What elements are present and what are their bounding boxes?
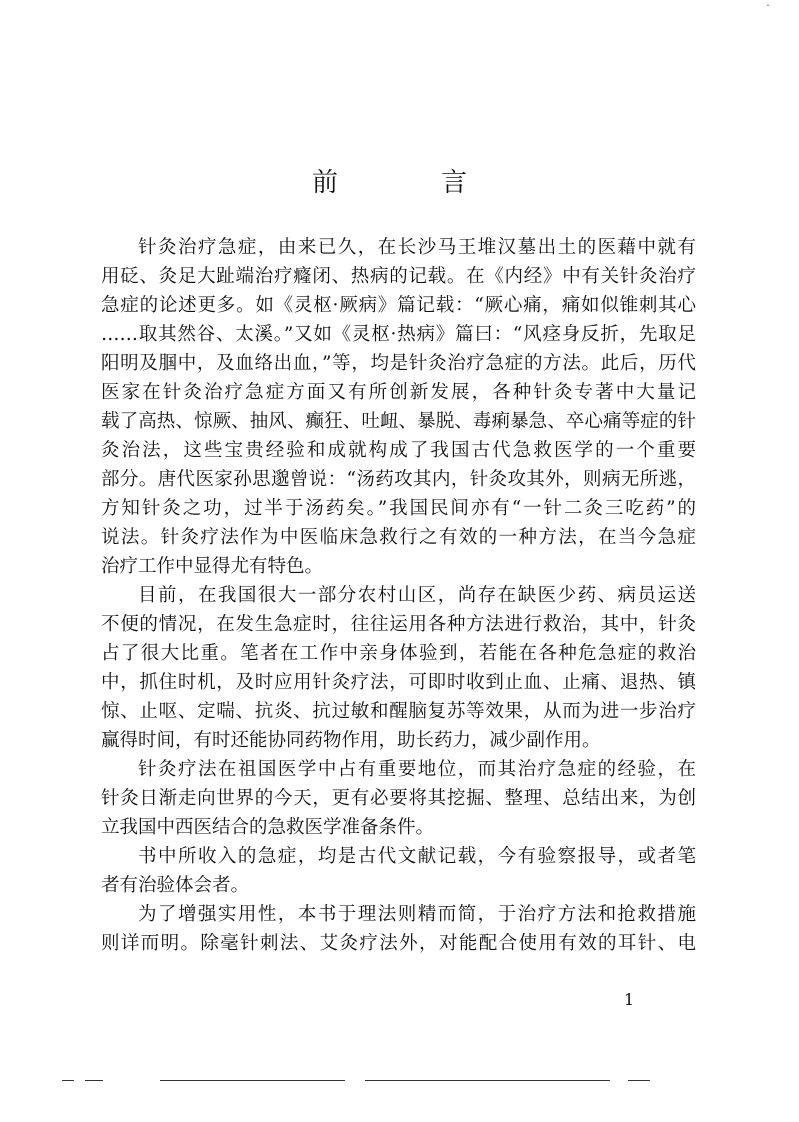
text-line: 方知针灸之功，过半于汤药矣。”我国民间亦有“一针二灸三吃药”的 bbox=[101, 498, 696, 519]
bottom-rule bbox=[365, 1080, 610, 1081]
text-line: 者有治验体会者。 bbox=[101, 875, 250, 896]
title-char: 言 bbox=[441, 168, 468, 198]
bottom-rule bbox=[62, 1080, 74, 1081]
text-line: 则详而明。除毫针刺法、艾灸疗法外，对能配合使用有效的耳针、电 bbox=[101, 933, 696, 954]
text-line: 不便的情况，在发生急症时，往往运用各种方法进行救治，其中，针灸 bbox=[101, 614, 696, 635]
text-line: 部分。唐代医家孙思邈曾说：“汤药攻其内，针灸攻其外，则病无所逃， bbox=[101, 469, 696, 490]
text-line: 立我国中西医结合的急救医学准备条件。 bbox=[101, 817, 435, 838]
text-line: 为了增强实用性，本书于理法则精而简，于治疗方法和抢救措施 bbox=[138, 904, 696, 925]
text-line: 书中所收入的急症，均是古代文献记载，今有验察报导，或者笔 bbox=[138, 846, 696, 867]
text-line: ……取其然谷、太溪。”又如《灵枢·热病》篇曰：“风痉身反折，先取足 bbox=[101, 324, 696, 345]
preface-body bbox=[101, 233, 696, 958]
text-line: 医家在针灸治疗急症方面又有所创新发展，各种针灸专著中大量记 bbox=[101, 382, 696, 403]
page-number: 1 bbox=[624, 990, 635, 1009]
text-line: 载了高热、惊厥、抽风、癫狂、吐衄、暴脱、毒痢暴急、卒心痛等症的针 bbox=[101, 411, 696, 432]
bottom-rule bbox=[85, 1080, 103, 1081]
text-line: 用砭、灸足大趾端治疗癃闭、热病的记载。在《内经》中有关针灸治疗 bbox=[101, 266, 696, 287]
text-line: 目前，在我国很大一部分农村山区，尚存在缺医少药、病员运送 bbox=[138, 585, 696, 606]
text-line: 治疗工作中显得尤有特色。 bbox=[101, 556, 324, 577]
text-line: 针灸治疗急症，由来已久，在长沙马王堆汉墓出土的医藉中就有 bbox=[138, 237, 696, 258]
text-line: 中，抓住时机，及时应用针灸疗法，可即时收到止血、止痛、退热、镇 bbox=[101, 672, 696, 693]
scan-mark: ˇ bbox=[766, 4, 770, 13]
text-line: 占了很大比重。笔者在工作中亲身体验到，若能在各种危急症的救治 bbox=[101, 643, 696, 664]
text-line: 针灸疗法在祖国医学中占有重要地位，而其治疗急症的经验，在 bbox=[138, 759, 696, 780]
title-char: 前 bbox=[312, 168, 339, 198]
text-line: 灸治法，这些宝贵经验和成就构成了我国古代急救医学的一个重要 bbox=[101, 440, 696, 461]
text-line: 阳明及腘中，及血络出血，”等，均是针灸治疗急症的方法。此后，历代 bbox=[101, 353, 696, 374]
bottom-rule bbox=[160, 1080, 345, 1081]
text-line: 惊、止呕、定喘、抗炎、抗过敏和醒脑复苏等效果，从而为进一步治疗 bbox=[101, 701, 696, 722]
text-line: 急症的论述更多。如《灵枢·厥病》篇记载：“厥心痛，痛如似锥刺其心 bbox=[101, 295, 696, 316]
text-line: 针灸日渐走向世界的今天，更有必要将其挖掘、整理、总结出来，为创 bbox=[101, 788, 696, 809]
text-line: 说法。针灸疗法作为中医临床急救行之有效的一种方法，在当今急症 bbox=[101, 527, 696, 548]
text-line: 赢得时间，有时还能协同药物作用，助长药力，减少副作用。 bbox=[101, 730, 601, 751]
bottom-rule bbox=[628, 1080, 650, 1081]
